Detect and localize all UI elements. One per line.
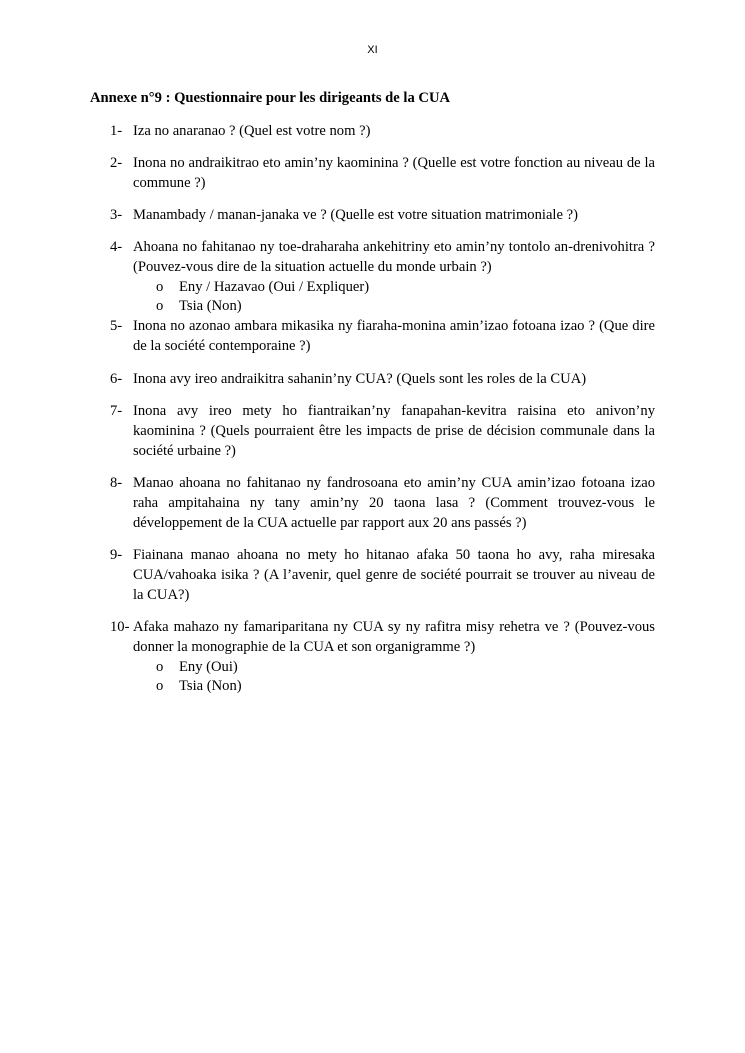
- annex-title: Annexe n°9 : Questionnaire pour les dirigeants de la CUA: [90, 90, 451, 106]
- question-text: Fiainana manao ahoana no mety ho hitanao afaka 50 taona ho avy, raha miresaka CUA/vahoaka isika ? (A l’avenir, quel genre de société pourrait se trouver au niveau de la CUA?): [133, 547, 655, 603]
- option-label: Eny / Hazavao (Oui / Expliquer): [179, 279, 370, 295]
- question-text: Inona avy ireo andraikitra sahanin’ny CUA? (Quels sont les roles de la CUA): [133, 371, 587, 387]
- option-label: Tsia (Non): [179, 678, 242, 694]
- option-bullet: o: [156, 678, 164, 694]
- question-number: 6-: [110, 371, 123, 387]
- question-number: 2-: [110, 155, 123, 171]
- question-text: Manambady / manan-janaka ve ? (Quelle est votre situation matrimoniale ?): [133, 207, 578, 223]
- option-bullet: o: [156, 659, 164, 675]
- question-number: 10-: [110, 619, 130, 635]
- question-number: 3-: [110, 207, 123, 223]
- question-number: 7-: [110, 403, 123, 419]
- option-label: Tsia (Non): [179, 298, 242, 314]
- question-text: Inona no andraikitrao eto amin’ny kaominina ? (Quelle est votre fonction au niveau de la commune ?): [133, 155, 655, 191]
- option-bullet: o: [156, 298, 164, 314]
- question-text: Inona avy ireo mety ho fiantraikan’ny fanapahan-kevitra raisina eto anivon’ny kaominina ? (Quels pourraient être les impacts de prise de décision communale dans la société urbaine ?): [133, 403, 655, 459]
- question-text: Ahoana no fahitanao ny toe-draharaha ankehitriny eto amin’ny tontolo an-drenivohitra ? (Pouvez-vous dire de la situation actuelle du monde urbain ?): [133, 239, 655, 275]
- question-number: 4-: [110, 239, 123, 255]
- page-number: XI: [367, 44, 378, 56]
- question-text: Inona no azonao ambara mikasika ny fiaraha-monina amin’izao fotoana izao ? (Que dire de la société contemporaine ?): [133, 318, 655, 354]
- question-number: 5-: [110, 318, 123, 334]
- option-bullet: o: [156, 279, 164, 295]
- question-text: Manao ahoana no fahitanao ny fandrosoana eto amin’ny CUA amin’izao fotoana izao raha ampitahaina ny tany amin’ny 20 taona lasa ? (Comment trouvez-vous le développement de la CUA actuelle par rapport aux 20 ans passés ?): [133, 475, 655, 531]
- question-number: 8-: [110, 475, 123, 491]
- question-text: Iza no anaranao ? (Quel est votre nom ?): [133, 123, 371, 139]
- question-number: 9-: [110, 547, 123, 563]
- question-number: 1-: [110, 123, 123, 139]
- option-label: Eny (Oui): [179, 659, 238, 675]
- question-text: Afaka mahazo ny famariparitana ny CUA sy ny rafitra misy rehetra ve ? (Pouvez-vous donner la monographie de la CUA et son organigramme ?): [133, 619, 655, 655]
